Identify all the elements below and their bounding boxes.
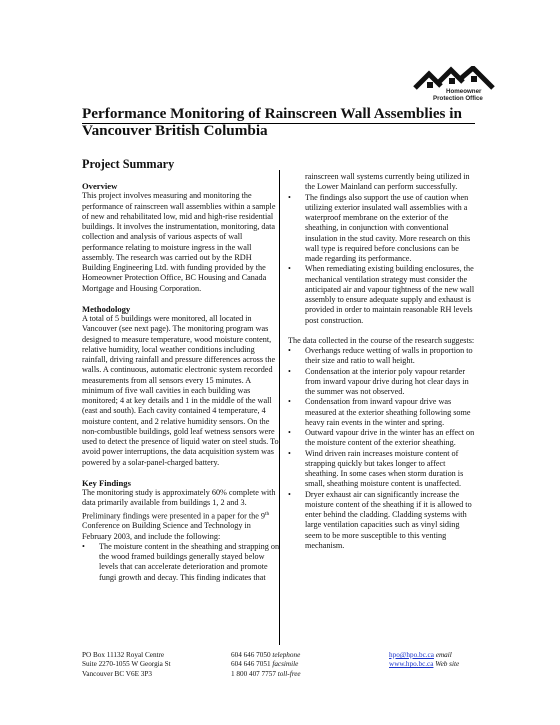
key-findings-intro: The monitoring study is approximately 60% complete with data primarily available from buildings 1, 2 and 3. Preliminary findings were presented in a paper for the 9th Conference on Building Science and Technology in February 2003, and include the following: <box>82 488 276 541</box>
overview-body: This project involves measuring and monitoring the performance of rainscreen wall assemblies within a sample of new and rehabilitated low, mid and high-rise residential buildings. It involves the instrumentation, monitoring, data collection and analysis of various aspects of wall performance relating to moisture ingress in the wall assembly. The research was carried out by the RDH Building Engineering Ltd. with funding provided by the Homeowner Protection Office, BC Housing and Canada Mortgage and Housing Corporation. <box>82 191 276 293</box>
footer-phones <box>231 651 361 679</box>
footer-address-line: Suite 2270-1055 W Georgia St <box>82 660 171 669</box>
key-finding-item: • The moisture content in the sheathing and strapping on the wood framed buildings generally stayed below levels that can accelerate deterioration and promote fungi growth and decay. This finding indicates that <box>82 542 282 583</box>
key-finding-continuation: rainscreen wall systems currently being utilized in the Lower Mainland can perform successfully. <box>305 172 470 192</box>
footer-phone-facsimile: 604 646 7051 facsimile <box>231 660 299 669</box>
footer-contacts <box>389 651 509 670</box>
overview-heading: Overview <box>82 181 118 191</box>
data-collected-list <box>288 346 478 551</box>
data-collected-item: • Outward vapour drive in the winter has an effect on the moisture content of the exterior sheathing. <box>288 428 478 449</box>
email-link[interactable]: hpo@hpo.bc.ca <box>389 651 434 659</box>
title-underline <box>82 123 475 124</box>
logo-text-line: Homeowner <box>446 88 482 95</box>
data-collected-item: • Overhangs reduce wetting of walls in proportion to their size and ratio to wall height. <box>288 346 478 367</box>
key-findings-list-a <box>82 542 282 583</box>
document-title: Performance Monitoring of Rainscreen Wall Assemblies in Vancouver British Columbia <box>82 105 462 139</box>
methodology-body: A total of 5 buildings were monitored, all located in Vancouver (see next page). The monitoring program was designed to measure temperature, wood moisture content, relative humidity, local weather conditions including rainfall, driving rainfall and pressure differences across the walls. A continuous, automatic electronic system recorded measurements from all sensors every 15 minutes. A minimum of five wall cavities in each building was monitored; 4 at key details and 1 in the middle of the wall (east and south). Each cavity contained 4 temperature, 4 moisture content, and 2 relative humidity sensors. On the non-combustible buildings, gold leaf wetness sensors were used to detect the presence of liquid water on steel studs. To avoid power interruptions, the data acquisition system was powered by a solar-panel-charged battery. <box>82 314 279 467</box>
key-finding-item: • The findings also support the use of caution when utilizing exterior insulated wall assemblies with a waterproof membrane on the exterior of the sheathing, in conjunction with conventional insulation in the stud cavity. More research on this wall type is required before conclusions can be made regarding its performance. <box>288 193 478 265</box>
right-column <box>288 172 478 551</box>
key-findings-heading: Key Findings <box>82 477 131 488</box>
website-link[interactable]: www.hpo.bc.ca <box>389 660 434 669</box>
data-collected-intro: The data collected in the course of the research suggests: <box>288 335 475 345</box>
footer-address <box>82 651 222 679</box>
data-collected-item: • Wind driven rain increases moisture content of strapping quickly but takes longer to affect sheathing. In some cases when storm duration is small, sheathing moisture content is unaffected. <box>288 449 478 490</box>
data-collected-item: • Condensation at the interior poly vapour retarder from inward vapour drive during hot clear days in the summer was not observed. <box>288 367 478 398</box>
footer-web: www.hpo.bc.ca Web site <box>389 660 460 669</box>
data-collected-item: • Condensation from inward vapour drive was measured at the exterior sheathing following some heavy rain events in the winter and spring. <box>288 397 478 428</box>
data-collected-item: • Dryer exhaust air can significantly increase the moisture content of the sheathing if it is allowed to enter behind the cladding. Cladding systems with large ventilation capacities such as vinyl siding seem to be more susceptible to this venting mechanism. <box>288 490 478 552</box>
logo-text-line: Protection Office <box>433 95 483 103</box>
key-finding-item: • When remediating existing building enclosures, the mechanical ventilation strategy must consider the anticipated air and vapour tightness of the new wall assembly to ensure adequate supply and exhaust is provided in order to maintain reasonable RH levels post construction. <box>288 264 478 326</box>
footer-address-line: PO Box 11132 Royal Centre <box>82 651 165 659</box>
methodology-heading: Methodology <box>82 303 131 314</box>
left-column <box>82 181 282 583</box>
key-findings-list-b <box>288 193 478 326</box>
logo-text <box>433 88 523 103</box>
footer-email: hpo@hpo.bc.ca email <box>389 651 452 659</box>
footer-address-line: Vancouver BC V6E 3P3 <box>82 669 152 678</box>
section-title: Project Summary <box>82 157 175 171</box>
footer-phone-telephone: 604 646 7050 telephone <box>231 651 301 659</box>
footer-phone-toll-free: 1 800 407 7757 toll-free <box>231 669 301 678</box>
